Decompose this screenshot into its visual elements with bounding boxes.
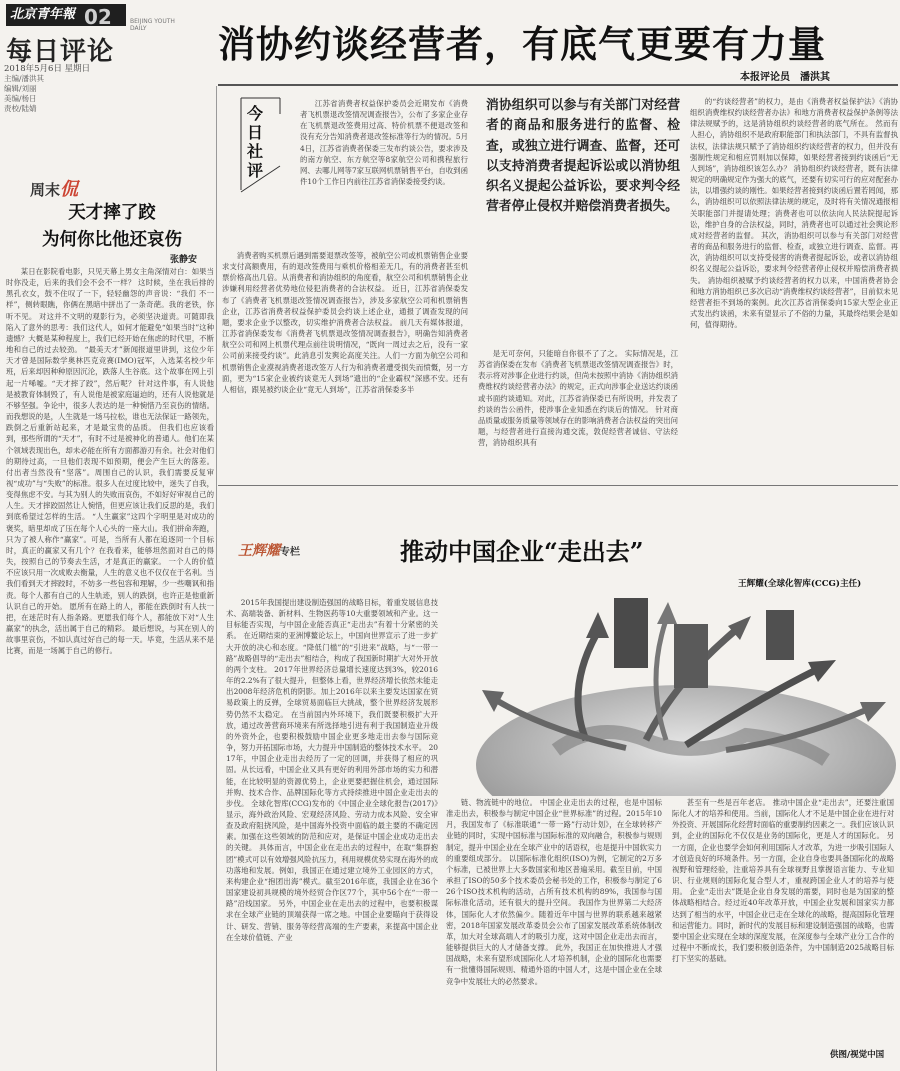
paper-english-name: BEIJING YOUTH DAILY — [130, 18, 175, 32]
section2-text: 链、物流链中的地位。 中国企业走出去的过程，也是中国标准走出去，积极参与制定中国企业“世界标准”的过程。2015年10月，我国发布了《标准联通“一带一路”行动计划》，在全球转移产业链的同时，实现中国标准与国际标准的双向融合，积极参与规则制定，提升中国企业在全球产业中的话语权，也是提升中国软实力的重要组成部分。 以国际标准化组织(ISO)为例，它制定的2万多个标准，已被世界上大多数国家和地区普遍采用。截至目前，中国承担了ISO的50多个技术委员会秘书处的工作，积极参与制定了626个ISO技术机构的活动，占所有技术机构的89%，我国参与国际标准化活动，还有很大的提升空间。 我国作为世界第二大经济体，国际化人才依然偏少。随着近年中国与世界的联系越来越紧密，2018年国家发展改革委员会公布了国家发展改革系统体制改革，加大对全球高端人才的吸引力度，这对中国企业走出去而言，能够提供巨大的人才储备支撑。 此外，我国正在加快推进人才强国战略，未来有望形成国际化人才培养机制，企业的国际化也需要有一批懂得国际规则、精通外语的中国人才，这是中国企业在全球竞争中发展壮大的必然要求。 — [446, 798, 662, 986]
editor-line: 编辑/刘丽 — [4, 84, 37, 93]
section-name: 每日评论 — [6, 37, 115, 67]
section2-col2 — [446, 797, 662, 1069]
left-body-text: 某日在影院看电影，只见天幕上男女主角深情对白：如果当时你没走，后来的我们会不会不一样？ 这时候，坐在我后排的黑孔衣女，鼓不住叹了一下，轻轻幽怨的声音说：“我们 不一样”，侧转眼瞧，你俩在黑暗中拼出了一条奇葩。我的老铁，你听不见。 对这并不文明的观影行为，必须坚决道责。可随即我陷入了意外的思考：我们这代人，如何才能避免“如果当时”这种遗憾？大概是某种程度上，我们已经开始在焦虑的时代里，不断地和自己的过去较劲。 “最美天才”新闻报道里讲到，这位少年天才曾是国际数学奥林匹克竞赛(IMO)冠军，入选某名校少年班，后来却因种种原因沉沦，跌落人生谷底。这个故事在网上引起一片唏嘘。“天才摔了跤”，然后呢？ 针对这件事，有人说他是被教育体制毁了，有人说他是被家庭逼迫的，还有人说他就是不够坚强。争论中，很多人表达的是一种惋惜乃至哀伤的情绪。而我想说的是，人生就是一场马拉松，谁也无法保证一路领先，跌倒之后重新站起来，才是最宝贵的品质。 但我们也应该看到，那些所谓的“天才”，有时不过是被神化的普通人。他们在某个领域表现出色，却未必能在所有方面都游刃有余。社会对他们的期待过高，一旦他们表现不如预期，便会产生巨大的落差。 付出者当然没有“坚落”。周围自己的认识，我们需要反复审视“成功”与“失败”的标准。很多人在过度比较中，迷失了自我，变得焦虑不安。与其为别人的失败而哀伤，不如好好审视自己的人生。天才摔跤固然让人惋惜，但更应该让我们反思的是，我们到底希望过怎样的生活。 “人生赢家”这四个字明里是对成功的褒奖，暗里却成了压在每个人心头的一座大山。我们拼命奔跑，只为了被人称作“赢家”。可是，当所有人都在追逐同一个目标时，真正的赢家又有几个？在我看来，能够坦然面对自己的得失，按照自己的节奏去生活，才是真正的赢家。 一个人的价值不应该只用一次成败去衡量，人生的意义也不仅仅在于名利。当我们看到天才摔跤时，不妨多一些包容和理解，少一些嘲讽和指责。每个人都有自己的人生轨迹，别人的跌倒，也许正是他重新认识自己的开始。 愿所有在路上的人，都能在跌倒时有人扶一把，在迷茫时有人指条路。更愿我们每个人，都能放下对“人生赢家”的执念，活出属于自己的精彩。 最后想说，与其在别人的故事里哀伤，不如认真过好自己的每一天。毕竟，生活从来不是比赛，而是一场属于自己的修行。 — [6, 267, 214, 656]
weekend-column-logo — [30, 175, 78, 201]
editor-line: 主编/潘洪其 — [4, 74, 45, 83]
section2-col3 — [672, 797, 894, 1069]
editorial-col2 — [478, 348, 678, 480]
editorial-text: 江苏省消费者权益保护委员会近期发布《消费者飞机票退改签情况调查报告》，公布了多家企业存在飞机票退改签费用过高、特价机票不便退改签和没有充分告知消费者退改签标准等行为的情况。5月4日，江苏省消费者保委三发布约谈公告，要求涉及的南方航空、东方航空等8家航空公司和携程旅行网、去哪儿网等7家互联网机票销售平台，自收到函件10个工作日内前往江苏省消保委接受约谈。 — [300, 99, 468, 187]
editorial-text: 是无可奈何，只能暗自你很不了了之。 实际情况是，江苏省消保委在发布《消费者飞机票退改签情况调查报告》时，表示将对涉事企业进行约谈，但尚未按照中消协《消协组织消费维权约谈经营者办法》的规定，正式向涉事企业送达约谈函或书面约谈通知。对此，江苏省消保委已有所说明，并发表了约谈的告公函件，使涉事企业知悉在约谈后的情况。 针对商品质量或服务质量等领域存在的影响消费者合法权益的突出问题，与经营者进行直接沟通交流，敦促经营者诚信、守法经营，消协组织具有 — [478, 349, 678, 448]
page-number: 02 — [84, 5, 112, 29]
editorial-text: 消费者购买机票后遇到需要退票改签等，被航空公司或机票销售企业要求支付高额费用，有的退改签费用与乘机价格相差无几，有的消费者甚至机票价格高出几倍。从消费者和消协组织的角度看，航空公司和机票销售企业涉嫌利用经营者优势地位侵犯消费者的合法权益。 近日，江苏省消保委发布了《消费者飞机票退改签情况调查报告》，涉及多家航空公司和机票销售企业，江苏省消费者权益保护委员会约谈上述企业，通报了调查发现的问题，要求企业予以整改，切实维护消费者合法权益。 前几天有媒体报道，江苏省消保委发布《消费者飞机票退改签情况调查报告》，明确告知消费者航空公司和网上机票代理点前往说明情况，“既向一周过去之后，没有一家公司前来接受约谈”。此消息引发舆论高度关注。人们一方面为航空公司和机票销售企业漠视消费者退改签万人行为和消费者遭受损失而愤慨，另一方面，更为“15家企业被约谈竟无人到场”遗出的“企业霸权”深感不安。还有人相信，跟晃被约谈企业“竟无人到场”，江苏省消保委多半 — [222, 251, 468, 394]
editorial-text: 的“约谈经营者”的权力，是由《消费者权益保护法》《消协组织消费维权约谈经营者办法》和地方消费者权益保护条例等法律法规赋予的，这是消协组织约谈经营者的底气所在。 然而有人担心，消协组织不是政府职能部门和执法部门，不具有监督执法权，法律法规只赋予了消协组织约谈经营者的权力，但并没有强制性规定和相应罚则加以保障，如果经营者接到约谈函后“无人到场”，消协组织该怎么办？ 消协组织约谈经营者，既有法律规定的明确规定作为强大的底气，还要有切实可行的应对配套办法，以增强约谈的刚性。如果经营者接到约谈函后置若罔闻，那么，消协组织可以依照法律法规的规定，及时将有关情况通报相关职能部门并提请处理；消费者也可以依法向人民法院提起诉讼，维护自身的合法权益，同时，消费者也可以通过社会舆论形成对经营者的监督。 其次，消协组织可以参与有关部门对经营者的商品和服务进行的监督、检查，或独立进行调查、监督。再次，消协组织可以支持受侵害的消费者提起诉讼，或者以消协组织名义提起公益诉讼，要求判令经营者停止侵权并赔偿消费者损失。 消协组织被赋予约谈经营者的权力以来，中国消费者协会和地方消协组织已多次启动“消费维权约谈经营者”，目前似未见经营者拒不到场的案例。此次江苏省消保委向15家大型企业正式发出约谈函，未来有望显示了不俗的力量，其最终结果会是如何，值得期待。 — [690, 97, 898, 330]
headline-rule — [218, 84, 898, 86]
globe-shape — [476, 685, 896, 796]
column-divider — [216, 86, 217, 1071]
editor-line: 美编/杨日 — [4, 94, 37, 103]
left-title-line2: 为何你比他还哀伤 — [42, 230, 182, 250]
editorial-col1-bottom — [222, 250, 468, 480]
left-title-line1: 天才摔了跤 — [68, 203, 156, 223]
editors-list — [4, 74, 44, 114]
section2-headline: 推动中国企业“走出去” — [400, 537, 644, 566]
flag-rect — [614, 598, 648, 668]
main-headline: 消协约谈经营者，有底气更要有力量 — [218, 22, 826, 66]
column-logo-name: 王辉耀 — [238, 543, 280, 559]
pull-quote-text: 消协组织可以参与有关部门对经营者的商品和服务进行的监督、检查，或独立进行调查、监督，还可以支持消费者提起诉讼或以消协组织名义提起公益诉讼，要求判令经营者停止侵权并赔偿消费者损失。 — [486, 98, 680, 215]
left-article-author: 张静安 — [170, 255, 198, 265]
section2-text: 2015年我国提出建设制造强国的战略目标，着重发展信息技术、高端装备、新材料、生物医药等10大重要领域和产业。这一目标能否实现，与中国企业能否真正“走出去”有着十分紧密的关系。 在近期结束的亚洲博鳌论坛上，中国向世界宣示了进一步扩大开放的决心和态度。“降低门槛”的“引进来”战略，与“一带一路”战略倡导的“走出去”相结合，构成了我国新时期扩大对外开放的两个支柱。 2017年世界经济总量增长速度达到3%，较2016年的2.2%有了很大提升，但整体上看，世界经济增长依然未能走出2008年经济危机的阴影。加上2016年以来主要发达国家在贸易政策上的反弹，全球贸易面临巨大挑战，整个世界经济发展形势仍然不太稳定。 在当前国内外环境下，我们既要积极扩大开放，通过改善营商环境来有所选择地引进有利于我国制造业升级的外资外企，也要积极鼓励中国企业更多地走出去参与国际竞争，努力开拓国际市场，大力提升中国制造的整体技术水平。 2017年，中国企业走出去经历了一定的回调，并获得了相应的巩固。从长远看，中国企业又具有更好的利用外部市场的实力和潜能，在比较明显的资源优势上，企业更要把握住机会，通过国际并购、技术合作、品牌国际化等方式持续推进中国企业走出去的步伐。 全球化智库(CCG)发布的《中国企业全球化报告(2017)》显示，海外政治风险、宏观经济风险、劳动力成本风险、安全审查及政府阻挠风险，是中国海外投资中面临的最主要的不确定因素。加强在这些领域的防范和应对，是保证中国企业成功走出去的关键。 具体而言，中国企业在走出去的过程中，在取“集群抱团”模式可以有效增强风险抗压力，利用规模优势实现在海外的成功落地和发展。例如，我国正在通过建立境外工业园区的方式，来构建企业“抱团出海”模式。截至2016年底，我国企业在36个国家建设初具规模的境外经贸合作区77个，其中56个在“一带一路”沿线国家。 另外，中国企业在走出去的过程中，也要积极谋求在全球产业链的顶端获得一席之地。中国企业要瞄向于获得设计、研发、营销、服务等经营高端的生产要素，来提高中国企业在全球价值链、产业 — [226, 598, 438, 942]
masthead — [6, 4, 188, 67]
left-article-body — [6, 266, 214, 1069]
issue-date: 2018年5月6日 星期日 — [4, 64, 91, 74]
section2-col1 — [226, 597, 438, 1069]
main-byline: 本报评论员 潘洪其 — [740, 72, 830, 83]
logo-accent: 侃 — [60, 179, 79, 200]
column-logo-tag: 专栏 — [280, 547, 300, 558]
logo-prefix: 周末 — [30, 181, 61, 199]
editorial-label: 今日社评 — [247, 104, 264, 180]
paper-name: 北京青年報 — [6, 4, 126, 26]
editorial-col1-top — [300, 98, 468, 244]
section2-text: 甚至有一些是百年老店。 推动中国企业“走出去”，还要注重国际化人才的培养和使用。当前，国际化人才不足是中国企业在进行对外投资、开展国际化经营时面临的重要制约因素之一。我们应该认识到，企业的国际化不仅仅是业务的国际化，更是人才的国际化。 另一方面，企业也要学会如何利用国际人才改革，为进一步吸引国际人才创造良好的环境条件。另一方面，企业自身也要具备国际化的战略视野和管理经验，注重培养具有全球视野且掌握语言能力、专业知识、行业规则的国际化复合型人才，重视跨国企业人才的培养与使用。 企业“走出去”既是企业自身发展的需要，同时也是为国家的整体战略相结合。经过近40年改革开放，中国企业发展和国家实力都达到了相当的水平，中国企业已走在全球化的战略，提高国际化管理和运营能力。同时，新时代的发展目标和建设制造强国的战略，也需要中国企业实现在全球的深度发展，在深度参与全球产业分工合作的过程中不断成长，我们要积极创造条件，为中国制造2025战略目标打下坚实的基础。 — [672, 798, 894, 964]
left-article-title — [12, 200, 212, 254]
pull-quote — [486, 96, 680, 338]
editorial-col3 — [690, 96, 898, 480]
section-rule — [218, 485, 898, 486]
column-logo — [238, 540, 300, 560]
editor-line: 责校/陆婧 — [4, 104, 37, 113]
globe-arrows-illustration — [446, 590, 898, 796]
photo-credit: 供图/视觉中国 — [830, 1050, 885, 1060]
section2-byline: 王辉耀(全球化智库(CCG)主任) — [738, 579, 862, 589]
